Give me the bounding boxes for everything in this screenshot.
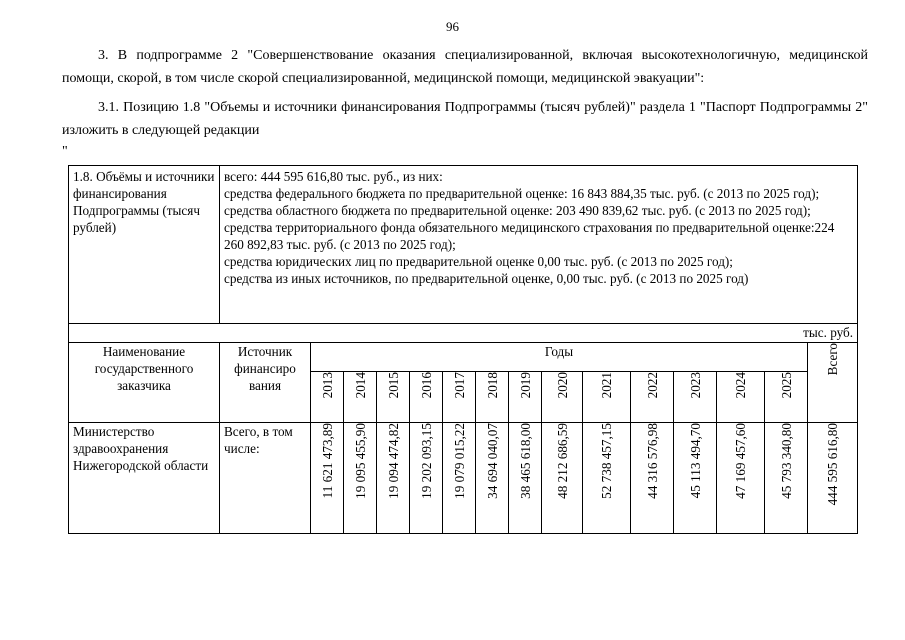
year-label: 2019 [517, 372, 533, 399]
value-2018: 34 694 040,07 [484, 423, 500, 499]
value-cell [311, 423, 344, 534]
value-2019: 38 465 618,00 [517, 423, 533, 499]
year-label: 2023 [687, 372, 703, 399]
info-line: средства территориального фонда обязательного медицинского страхования по предварительной оценке:224 260 892,83 тыс. руб. (с 2013 по 2025 год); [224, 220, 835, 252]
value-cell [631, 423, 674, 534]
year-label: 2013 [319, 372, 335, 399]
header-row [69, 343, 858, 372]
info-row [69, 166, 858, 324]
unit-row [69, 324, 858, 343]
total-cell [808, 423, 858, 534]
year-label: 2014 [352, 372, 368, 399]
page-number: 96 [446, 19, 459, 34]
value-cell [377, 423, 410, 534]
paragraph-subprogram-2: 3. В подпрограмме 2 "Совершенствование оказания специализированной, включая высокотехнологичную, медицинской помощи, скорой, в том числе скорой специализированной, медицинской помощи, медицинской эвакуации": [62, 48, 868, 86]
table-row [69, 423, 858, 534]
value-2015: 19 094 474,82 [385, 423, 401, 499]
year-cell [674, 372, 717, 423]
info-label-cell: 1.8. Объёмы и источники финансирования Подпрограммы (тысяч рублей) [69, 166, 220, 324]
info-line: всего: 444 595 616,80 тыс. руб., из них: [224, 169, 443, 184]
value-cell [765, 423, 808, 534]
financing-table [68, 165, 858, 534]
year-cell [631, 372, 674, 423]
unit-label: тыс. руб. [69, 324, 858, 343]
value-cell [443, 423, 476, 534]
header-source: Источник финансиро вания [220, 343, 311, 423]
value-2022: 44 316 576,98 [644, 423, 660, 499]
year-cell [583, 372, 631, 423]
value-2016: 19 202 093,15 [418, 423, 434, 499]
value-2024: 47 169 457,60 [733, 423, 748, 499]
year-cell [344, 372, 377, 423]
value-2021: 52 738 457,15 [599, 423, 614, 499]
header-customer: Наименование государственного заказчика [69, 343, 220, 423]
value-cell [717, 423, 765, 534]
value-2017: 19 079 015,22 [451, 423, 467, 499]
value-cell [509, 423, 542, 534]
year-label: 2022 [644, 372, 660, 399]
year-label: 2021 [599, 372, 614, 399]
year-cell [717, 372, 765, 423]
info-line: средства областного бюджета по предварительной оценке: 203 490 839,62 тыс. руб. (с 2013 по 2025 год); [224, 203, 811, 218]
value-total: 444 595 616,80 [825, 423, 841, 506]
customer-cell: Министерство здравоохранения Нижегородской области [69, 423, 220, 534]
year-cell [311, 372, 344, 423]
year-label: 2018 [484, 372, 500, 399]
year-label: 2020 [554, 372, 570, 399]
year-cell [410, 372, 443, 423]
header-years: Годы [311, 343, 808, 372]
value-2014: 19 095 455,90 [352, 423, 368, 499]
year-label: 2025 [778, 372, 794, 399]
info-line: средства федерального бюджета по предварительной оценке: 16 843 884,35 тыс. руб. (с 2013 по 2025 год); [224, 186, 820, 201]
year-label: 2015 [385, 372, 401, 399]
value-2020: 48 212 686,59 [554, 423, 570, 499]
value-cell [344, 423, 377, 534]
value-2013: 11 621 473,89 [319, 423, 335, 499]
year-cell [476, 372, 509, 423]
year-label: 2017 [451, 372, 467, 399]
value-cell [476, 423, 509, 534]
value-cell [583, 423, 631, 534]
header-total-cell [808, 343, 858, 423]
opening-quote: " [62, 144, 68, 159]
info-line: средства из иных источников, по предварительной оценке, 0,00 тыс. руб. (с 2013 по 2025 год) [224, 271, 749, 286]
value-2025: 45 793 340,80 [778, 423, 794, 499]
value-cell [674, 423, 717, 534]
year-cell [542, 372, 583, 423]
paragraph-position-1-8: 3.1. Позицию 1.8 "Объемы и источники финансирования Подпрограммы (тысяч рублей)" раздела 1 "Паспорт Подпрограммы 2" изложить в следующей редакции [62, 100, 868, 138]
source-cell: Всего, в том числе: [220, 423, 311, 534]
value-2023: 45 113 494,70 [687, 423, 703, 499]
year-cell [377, 372, 410, 423]
year-cell [765, 372, 808, 423]
year-cell [509, 372, 542, 423]
header-total: Всего [825, 343, 841, 376]
info-line: средства юридических лиц по предварительной оценке 0,00 тыс. руб. (с 2013 по 2025 год); [224, 254, 733, 269]
info-text-cell [220, 166, 858, 324]
value-cell [542, 423, 583, 534]
year-label: 2024 [733, 372, 748, 399]
value-cell [410, 423, 443, 534]
year-label: 2016 [418, 372, 434, 399]
year-cell [443, 372, 476, 423]
